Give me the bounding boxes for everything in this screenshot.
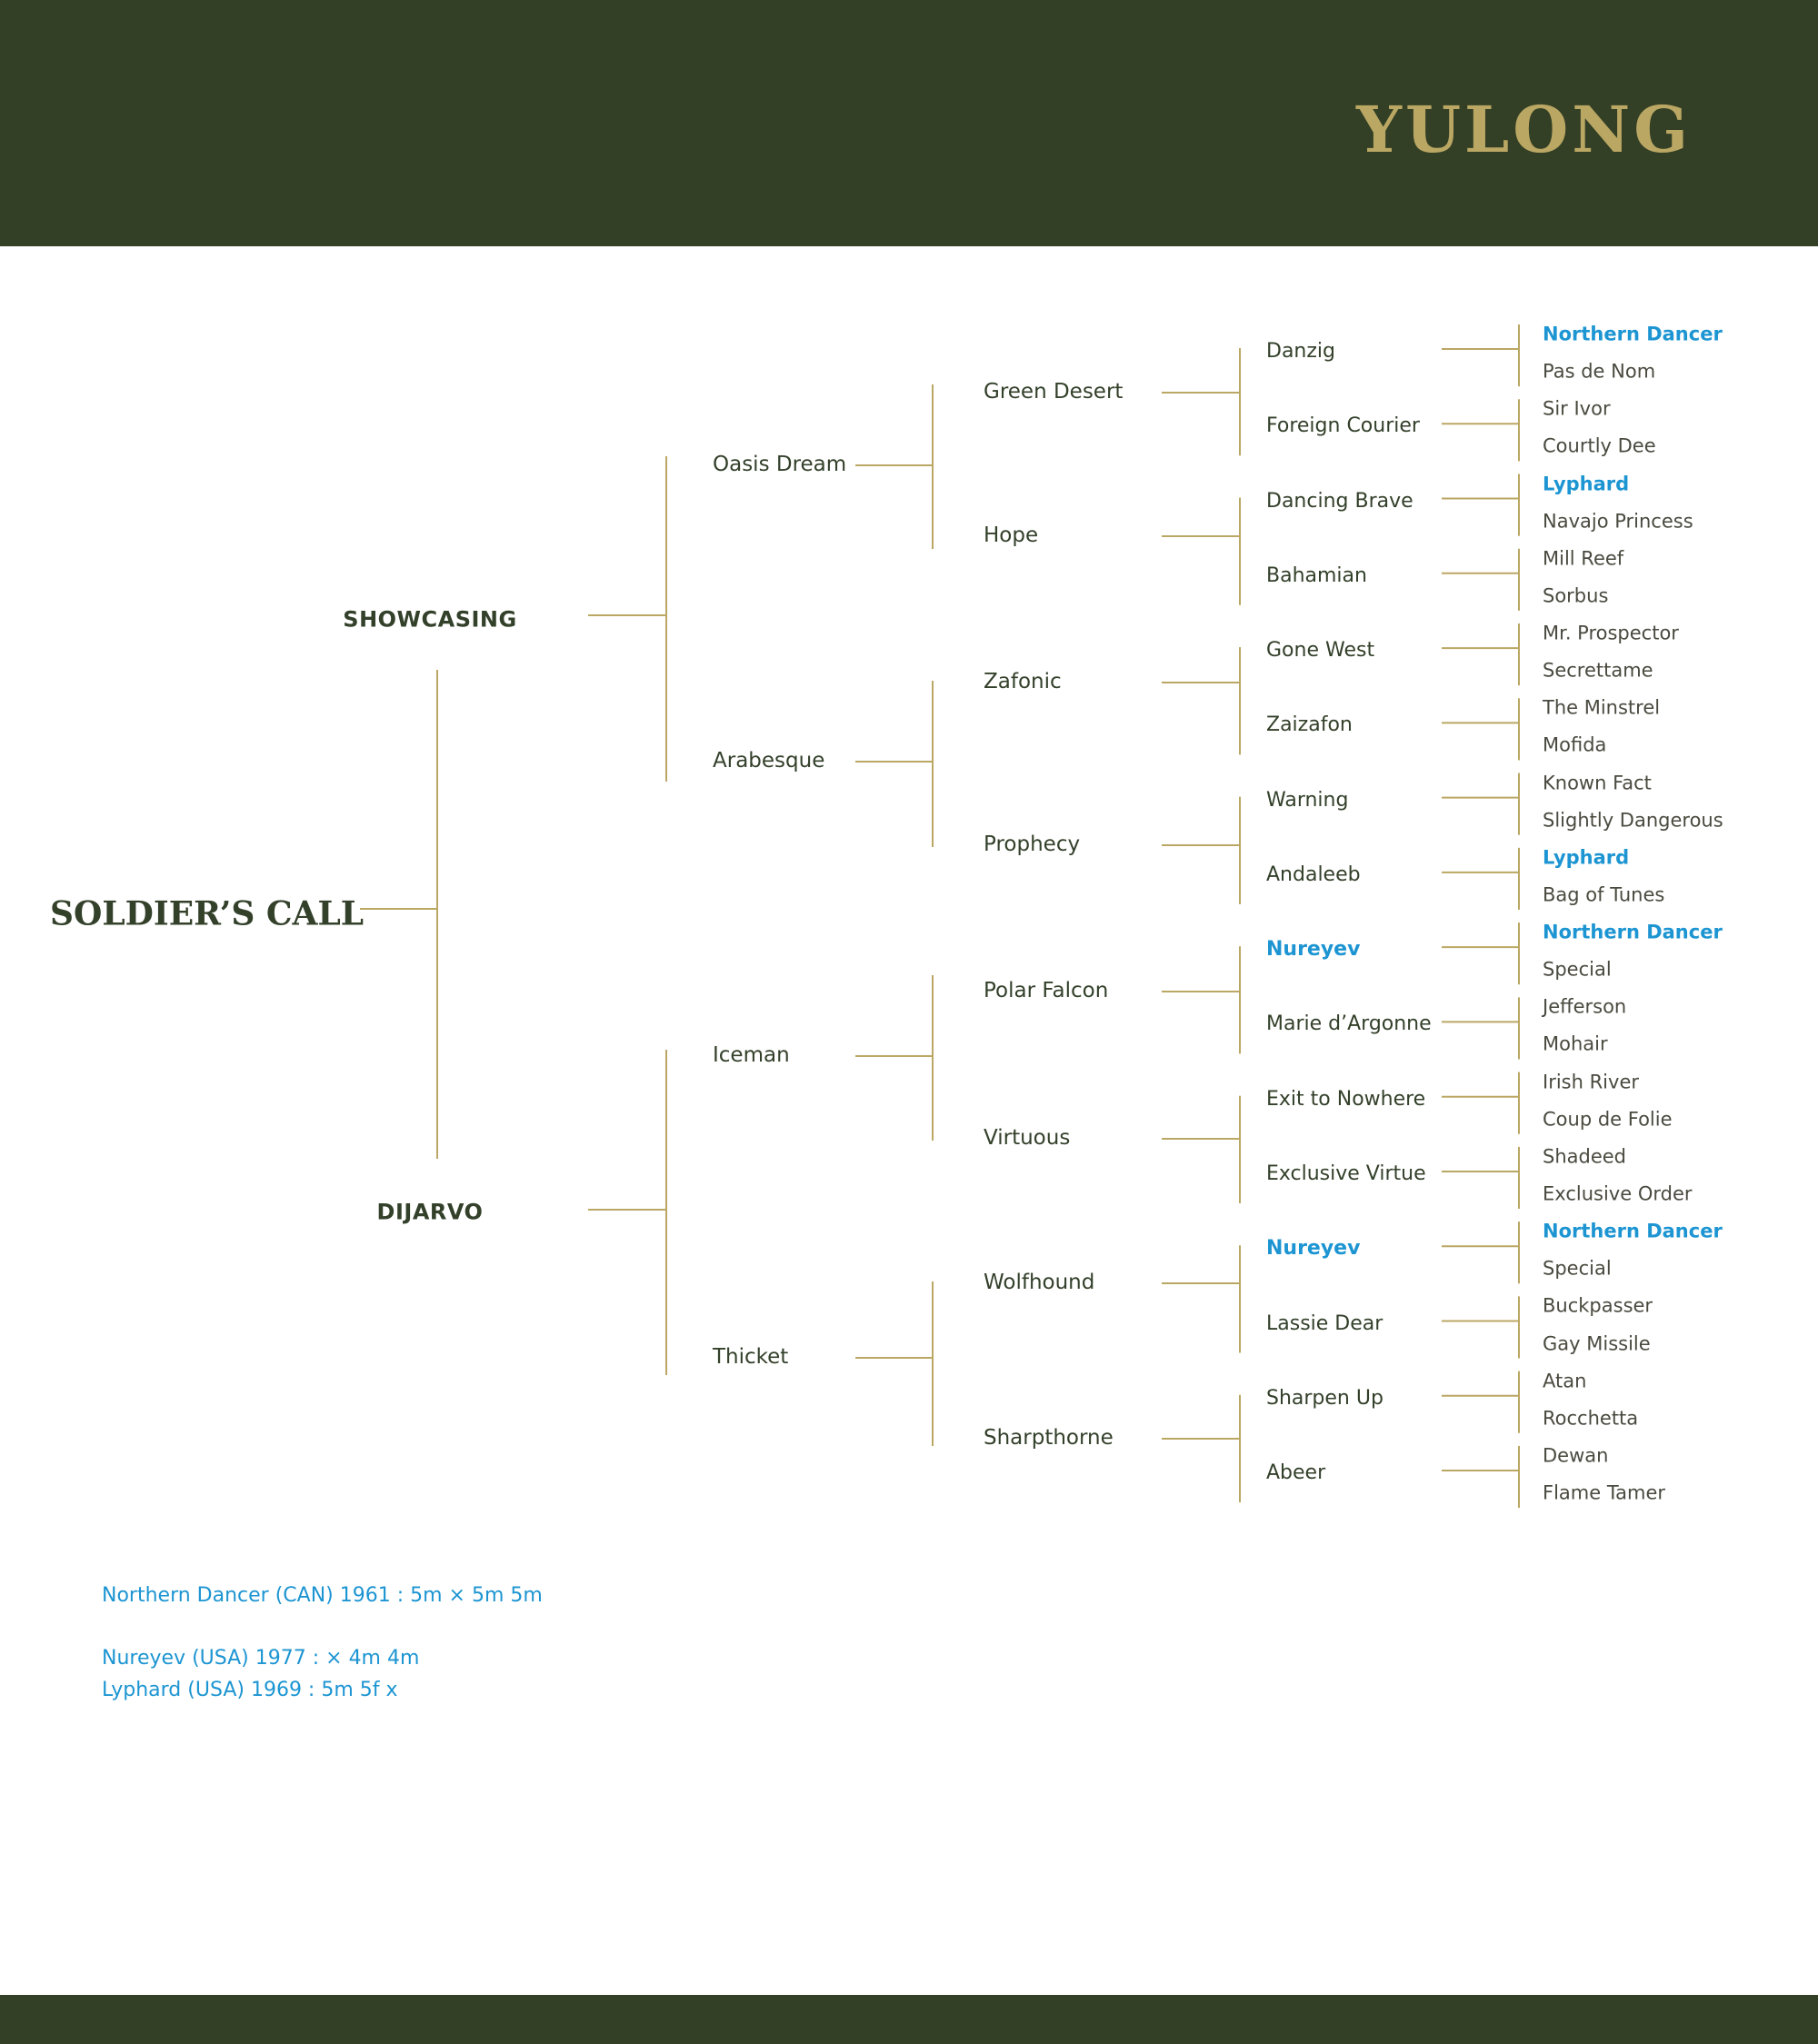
gen5-lyphard: Lyphard bbox=[1543, 846, 1630, 869]
gen3-virtuous: Virtuous bbox=[984, 1126, 1071, 1151]
gen5-atan: Atan bbox=[1543, 1370, 1587, 1392]
gen4-gone-west: Gone West bbox=[1266, 638, 1375, 662]
note-northern-dancer: Northern Dancer (CAN) 1961 : 5m × 5m 5m bbox=[102, 1584, 543, 1607]
gen4-nureyev: Nureyev bbox=[1266, 1237, 1361, 1261]
gen2-thicket: Thicket bbox=[713, 1345, 789, 1370]
gen3-green-desert: Green Desert bbox=[984, 380, 1124, 404]
footer-bar bbox=[0, 1995, 1818, 2044]
gen5-coup-de-folie: Coup de Folie bbox=[1543, 1108, 1673, 1131]
gen5-gay-missile: Gay Missile bbox=[1543, 1331, 1651, 1354]
gen3-zafonic: Zafonic bbox=[984, 670, 1062, 694]
gen5-mr-prospector: Mr. Prospector bbox=[1543, 622, 1679, 644]
gen3-sharpthorne: Sharpthorne bbox=[984, 1426, 1114, 1451]
gen3-hope: Hope bbox=[984, 523, 1039, 548]
gen5-special: Special bbox=[1543, 1257, 1612, 1280]
gen5-jefferson: Jefferson bbox=[1543, 995, 1627, 1018]
gen5-northern-dancer: Northern Dancer bbox=[1543, 323, 1723, 345]
gen4-zaizafon: Zaizafon bbox=[1266, 713, 1353, 737]
gen3-prophecy: Prophecy bbox=[984, 833, 1081, 857]
gen5-mill-reef: Mill Reef bbox=[1543, 547, 1624, 570]
gen5-special: Special bbox=[1543, 958, 1612, 981]
gen4-warning: Warning bbox=[1266, 788, 1349, 812]
gen5-rocchetta: Rocchetta bbox=[1543, 1407, 1639, 1430]
gen5-slightly-dangerous: Slightly Dangerous bbox=[1543, 809, 1723, 832]
gen5-known-fact: Known Fact bbox=[1543, 771, 1652, 793]
gen5-secrettame: Secrettame bbox=[1543, 659, 1653, 682]
gen4-dancing-brave: Dancing Brave bbox=[1266, 489, 1413, 513]
yulong-logo: YULONG bbox=[1356, 92, 1692, 167]
gen5-lyphard: Lyphard bbox=[1543, 472, 1630, 494]
gen5-mohair: Mohair bbox=[1543, 1032, 1608, 1055]
gen5-irish-river: Irish River bbox=[1543, 1071, 1639, 1092]
gen3-polar-falcon: Polar Falcon bbox=[984, 979, 1109, 1003]
gen5-navajo-princess: Navajo Princess bbox=[1543, 510, 1693, 533]
gen5-exclusive-order: Exclusive Order bbox=[1543, 1182, 1693, 1205]
inbreeding-notes bbox=[102, 1580, 738, 1706]
gen4-exclusive-virtue: Exclusive Virtue bbox=[1266, 1162, 1426, 1185]
gen3-wolfhound: Wolfhound bbox=[984, 1271, 1095, 1295]
gen4-bahamian: Bahamian bbox=[1266, 563, 1367, 587]
gen5-flame-tamer: Flame Tamer bbox=[1543, 1481, 1666, 1504]
gen2-arabesque: Arabesque bbox=[713, 749, 825, 773]
gen4-marie-d-argonne: Marie d’Argonne bbox=[1266, 1012, 1432, 1036]
gen5-bag-of-tunes: Bag of Tunes bbox=[1543, 883, 1665, 906]
gen5-northern-dancer: Northern Dancer bbox=[1543, 921, 1723, 943]
gen5-dewan: Dewan bbox=[1543, 1444, 1609, 1467]
gen4-sharpen-up: Sharpen Up bbox=[1266, 1386, 1383, 1410]
dam-dijarvo: DIJARVO bbox=[376, 1199, 484, 1225]
gen5-the-minstrel: The Minstrel bbox=[1543, 696, 1661, 719]
gen5-shadeed: Shadeed bbox=[1543, 1145, 1627, 1168]
gen5-courtly-dee: Courtly Dee bbox=[1543, 434, 1656, 457]
gen5-northern-dancer: Northern Dancer bbox=[1543, 1220, 1723, 1242]
gen5-sir-ivor: Sir Ivor bbox=[1543, 397, 1611, 420]
note-nureyev: Nureyev (USA) 1977 : × 4m 4m bbox=[102, 1647, 420, 1670]
gen4-nureyev: Nureyev bbox=[1266, 937, 1361, 961]
gen2-oasis-dream: Oasis Dream bbox=[713, 453, 847, 477]
sire-showcasing: SHOWCASING bbox=[343, 606, 517, 633]
gen5-mofida: Mofida bbox=[1543, 733, 1607, 756]
gen5-buckpasser: Buckpasser bbox=[1543, 1294, 1653, 1317]
gen4-exit-to-nowhere: Exit to Nowhere bbox=[1266, 1087, 1426, 1111]
gen4-danzig: Danzig bbox=[1266, 339, 1335, 363]
gen4-andaleeb: Andaleeb bbox=[1266, 862, 1361, 886]
gen5-sorbus: Sorbus bbox=[1543, 584, 1609, 607]
gen4-lassie-dear: Lassie Dear bbox=[1266, 1311, 1383, 1335]
gen2-iceman: Iceman bbox=[713, 1043, 790, 1068]
gen4-abeer: Abeer bbox=[1266, 1461, 1326, 1484]
note-lyphard: Lyphard (USA) 1969 : 5m 5f x bbox=[102, 1679, 398, 1701]
gen4-foreign-courier: Foreign Courier bbox=[1266, 414, 1420, 438]
gen5-pas-de-nom: Pas de Nom bbox=[1543, 360, 1656, 383]
subject-soldier-s-call: SOLDIER’S CALL bbox=[50, 894, 365, 933]
